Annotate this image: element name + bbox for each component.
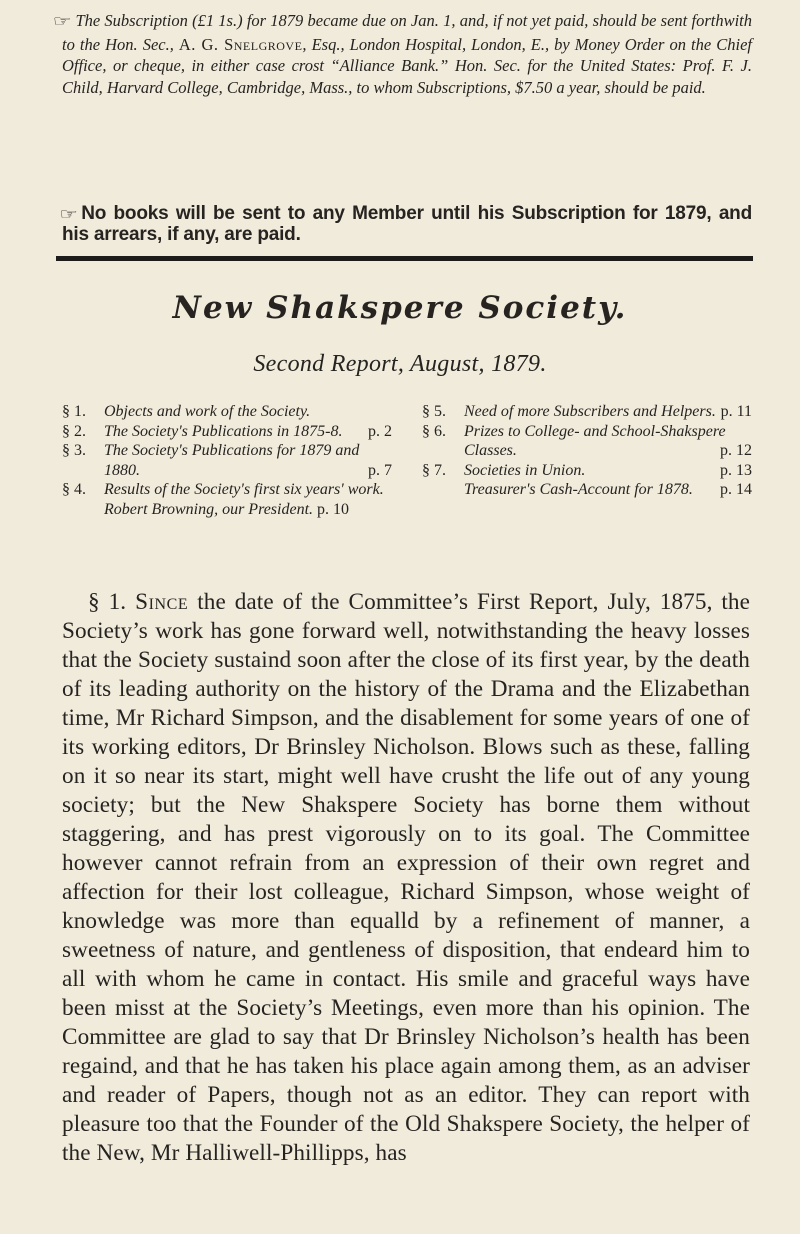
contents-item [62,422,392,442]
contents-number: § 5. [422,403,446,420]
books-notice [59,203,752,245]
contents-item [422,461,752,481]
contents-page: p. 2 [368,422,392,440]
contents-item [422,422,752,461]
contents-item [422,402,752,422]
body-paragraph [62,588,750,1168]
contents-text: Objects and work of the Society. [104,403,311,420]
section-mark: § 1. [88,589,127,615]
contents-page: p. 10 [317,500,350,518]
subscription-notice [52,10,752,98]
contents-text: Societies in Union. [464,461,586,479]
since-word: Since [135,589,189,615]
contents-number: § 7. [422,461,446,479]
contents-item [62,441,392,480]
divider-rule [56,256,753,261]
pointing-hand-icon: ☞ [59,206,78,223]
subscription-text-part2: , Esq., London Hospital, London, E., by Money Order on the Chief Office, or cheque, in either case crost “Alliance Bank.” Hon. Sec. for the United States: Prof. F. J. Child, Harvard College, Cambridge, Mass., to whom Subscriptions, $7.50 a year, should be paid. [62,34,752,97]
contents-item [62,402,392,422]
contents-left-column [62,402,392,519]
pointing-hand-icon: ☞ [52,14,72,30]
contents-page: p. 7 [368,461,392,479]
contents-page: p. 12 [720,442,752,459]
contents-text: The Society's Publications in 1875-8. [104,422,343,440]
contents-right-column [422,402,752,500]
contents-number: § 3. [62,442,86,459]
contents-item [422,480,752,500]
contents-text: Treasurer's Cash-Account for 1878. [464,481,693,498]
secretary-name: A. G. Snelgrove [178,34,303,54]
contents-page: p. 14 [720,481,752,498]
books-notice-text: No books will be sent to any Member until his Subscription for 1879, and his arrears, if any, are paid. [62,203,752,245]
contents-item [62,480,392,519]
subscription-text-part1: The Subscription (£1 1s.) for 1879 became due on Jan. 1, and, if not yet paid, should be sent forthwith to the Hon. Sec., [62,11,752,54]
contents-number: § 2. [62,422,86,440]
paragraph-text: the date of the Committee’s First Report, July, 1875, the Society’s work has gone forward well, notwithstanding the heavy losses that the Society sustaind soon after the close of its first year, by the death of its leading authority on the history of the Drama and the Elizabethan time, Mr Richard Simpson, and the disablement for some years of one of its working editors, Dr Brinsley Nicholson. Blows such as these, falling on it so near its start, might well have crusht the life out of any young society; but the New Shakspere Society has borne them without staggering, and has prest vigorously on to its goal. The Committee however cannot refrain from an expression of their own regret and affection for their lost colleague, Richard Simpson, whose weight of knowledge was more than equalld by a refinement of manner, a sweetness of nature, and gentleness of disposition, that endeard him to all with whom he came in contact. His smile and graceful ways have been misst at the Society’s Meetings, even more than his opinion. The Committee are glad to say that Dr Brinsley Nicholson’s health has been regaind, and that he has taken his place again among them, as an adviser and reader of Papers, though not as an editor. They can report with pleasure too that the Founder of the Old Shakspere Society, the helper of the New, Mr Halliwell-Phillipps, has [62,589,750,1166]
contents-text: Results of the Society's first six years' work. Robert Browning, our President. [104,481,384,518]
contents-number [422,480,464,500]
society-title: New Shakspere Society. [172,290,628,326]
contents-number: § 1. [62,403,86,420]
contents-number: § 6. [422,422,446,440]
contents-page: p. 13 [720,461,752,479]
report-title: Second Report, August, 1879. [253,351,547,377]
contents-page: p. 11 [720,403,752,420]
contents-text: Need of more Subscribers and Helpers. [464,403,716,420]
contents-number: § 4. [62,481,86,498]
contents-text: The Society's Publications for 1879 and 1880. [104,442,360,479]
contents-text: Prizes to College- and School-Shakspere Classes. [464,422,726,459]
